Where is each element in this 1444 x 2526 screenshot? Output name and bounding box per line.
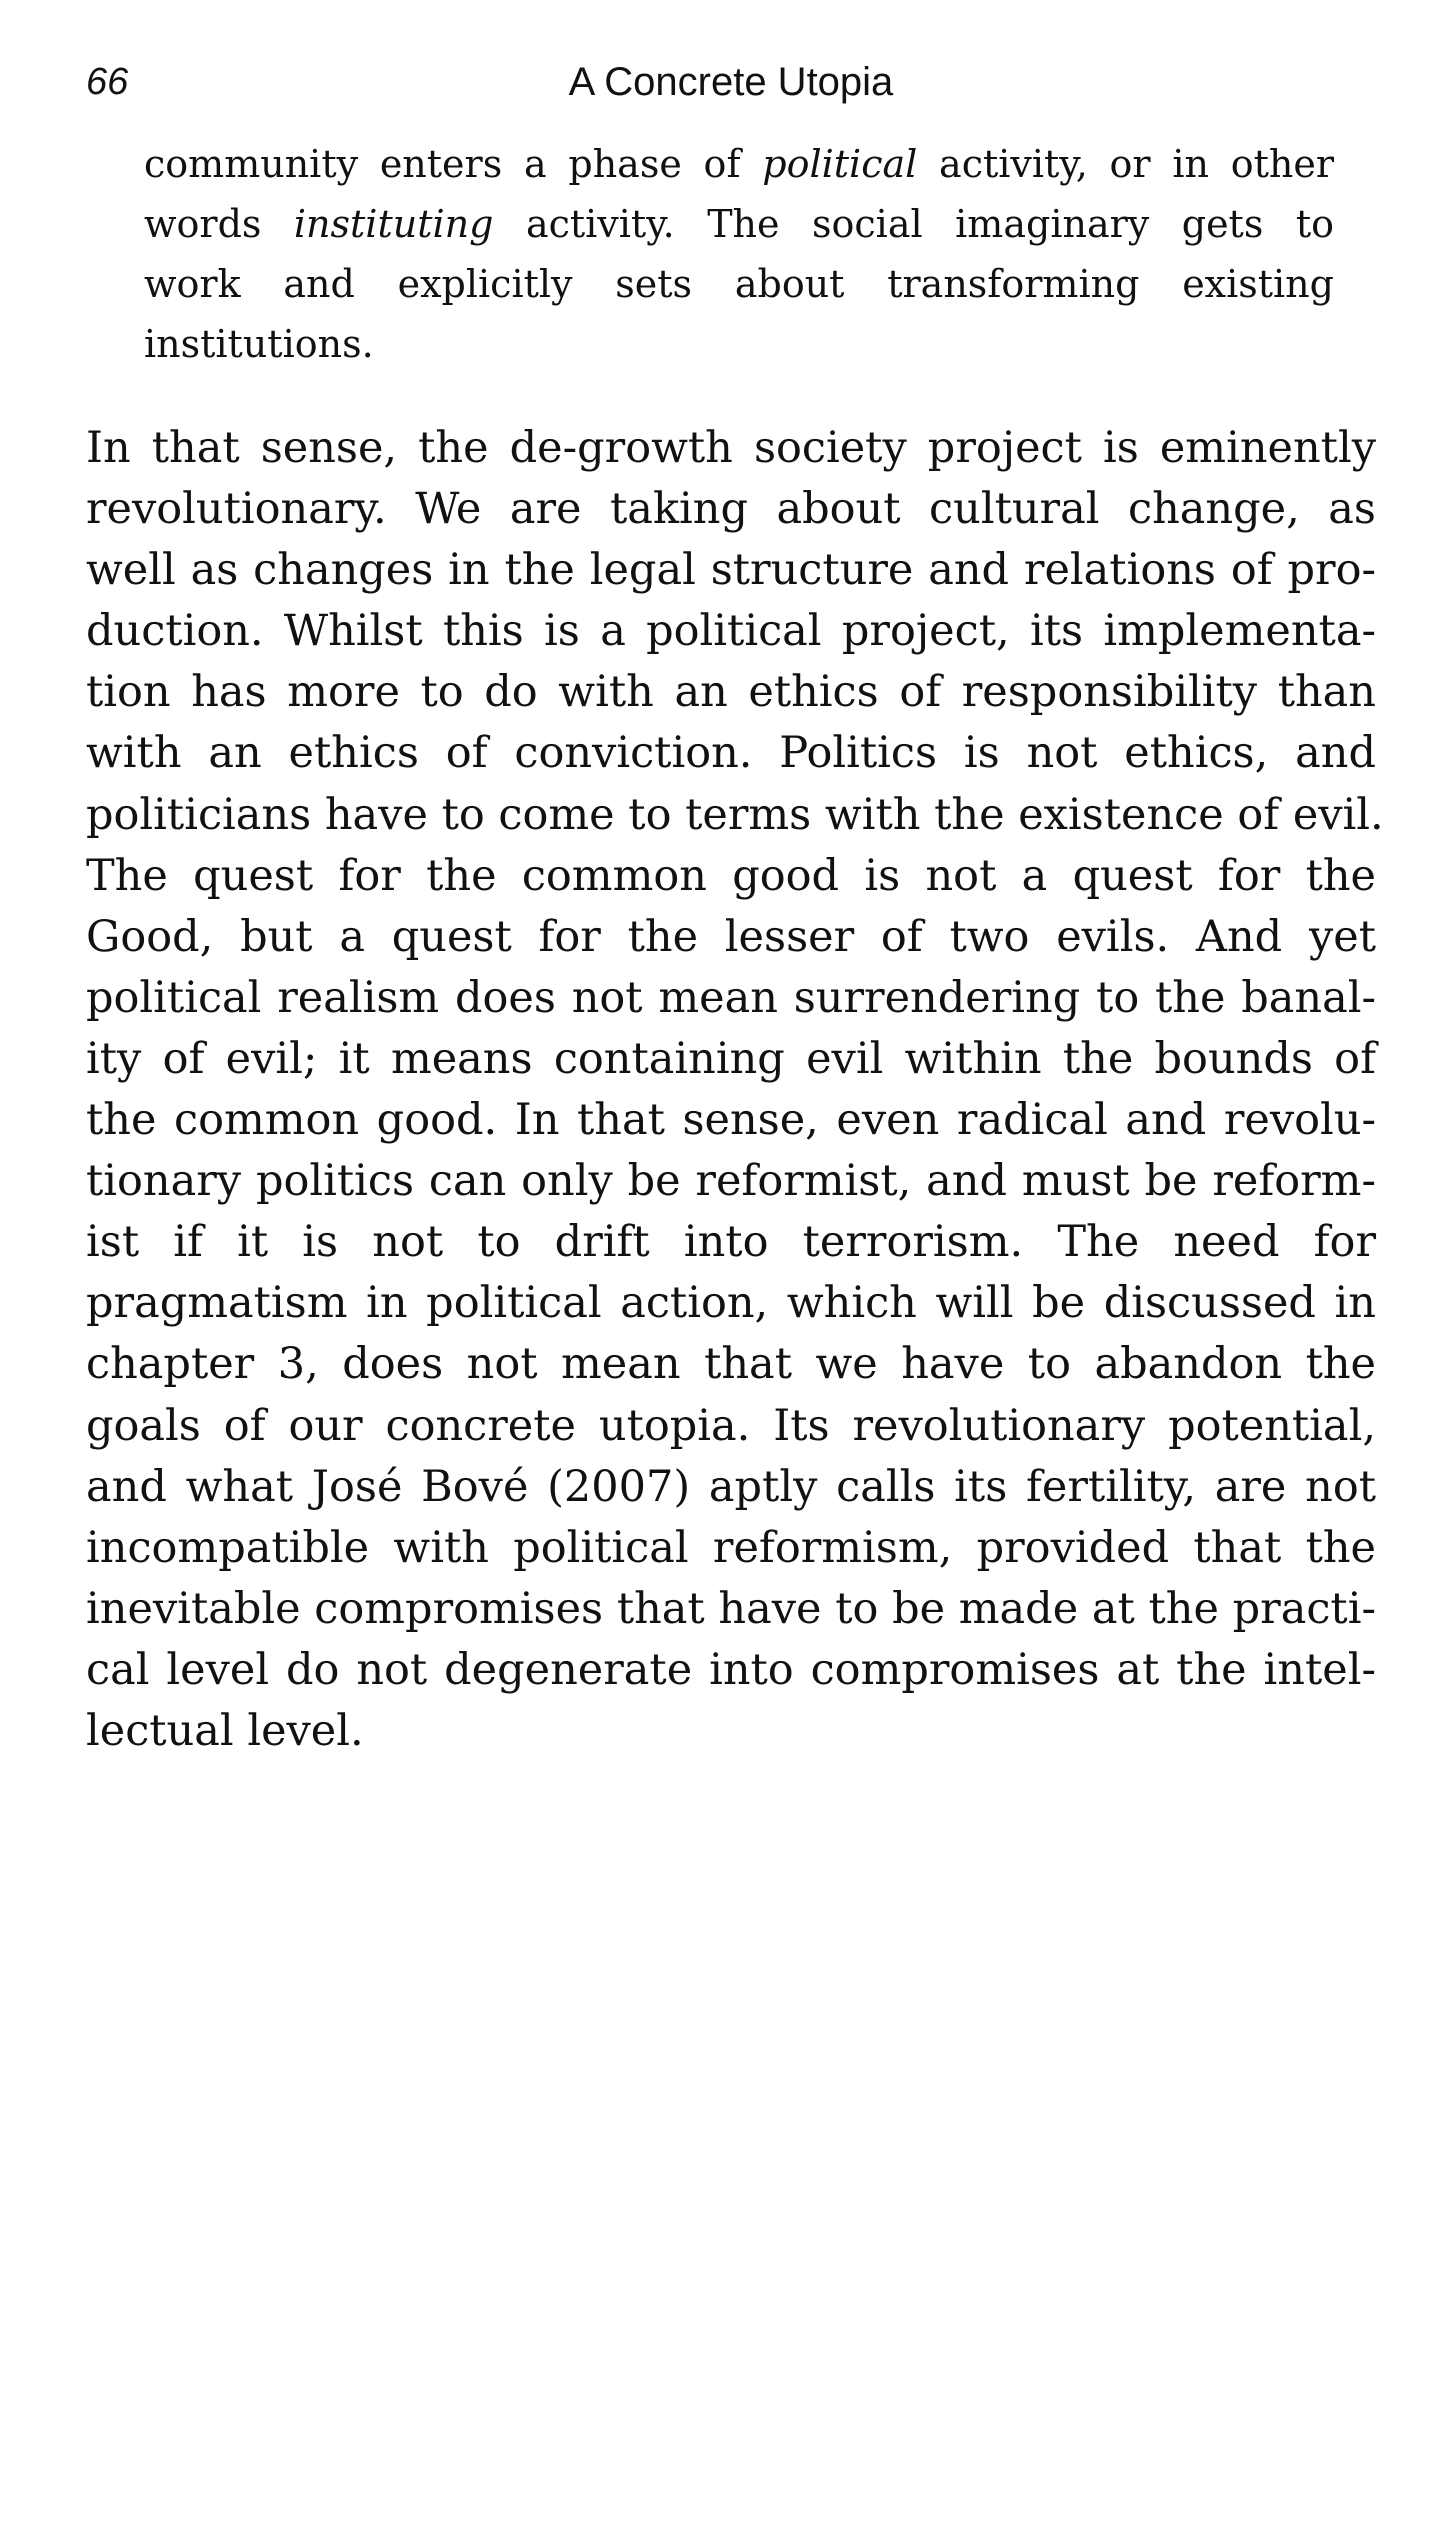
page-number: 66 [86, 61, 129, 103]
paragraph-line: well as changes in the legal structure and relations of pro- [86, 545, 1376, 596]
paragraph-line: The quest for the common good is not a quest for the [86, 850, 1376, 901]
paragraph-line: the common good. In that sense, even radical and revolu- [86, 1095, 1376, 1146]
block-quote [144, 134, 1334, 374]
paragraph-line: revolutionary. We are taking about cultural change, as [86, 484, 1376, 535]
paragraph-line: cal level do not degenerate into compromises at the intel- [86, 1644, 1376, 1695]
quote-line: community enters a phase of political activity, or in other [144, 142, 1335, 186]
paragraph-line: and what José Bové (2007) aptly calls its fertility, are not [86, 1461, 1376, 1512]
paragraph-line: Good, but a quest for the lesser of two evils. And yet [86, 911, 1376, 962]
paragraph-line: lectual level. [86, 1705, 364, 1756]
quote-line: institutions. [144, 322, 374, 366]
paragraph-line: goals of our concrete utopia. Its revolutionary potential, [86, 1400, 1376, 1451]
paragraph-line: duction. Whilst this is a political project, its implementa- [86, 606, 1376, 657]
paragraph-line: In that sense, the de-growth society project is eminently [86, 423, 1376, 473]
paragraph-line: incompatible with political reformism, provided that the [86, 1522, 1376, 1573]
paragraph-line: ity of evil; it means containing evil within the bounds of [86, 1033, 1376, 1084]
body-paragraph [86, 418, 1384, 1762]
paragraph-line: pragmatism in political action, which will be discussed in [86, 1278, 1376, 1329]
quote-line: words instituting activity. The social imaginary gets to [144, 202, 1334, 246]
paragraph-line: tion has more to do with an ethics of responsibility than [86, 667, 1376, 718]
paragraph-line: with an ethics of conviction. Politics is not ethics, and [86, 728, 1376, 779]
quote-line: work and explicitly sets about transforming existing [144, 262, 1334, 306]
running-head [86, 52, 1376, 112]
paragraph-line: tionary politics can only be reformist, and must be reform- [86, 1156, 1376, 1207]
paragraph-line: inevitable compromises that have to be made at the practi- [86, 1583, 1376, 1634]
italic-term: political [762, 142, 918, 186]
paragraph-line: political realism does not mean surrendering to the banal- [86, 972, 1376, 1023]
paragraph-line: chapter 3, does not mean that we have to abandon the [86, 1339, 1376, 1390]
running-title: A Concrete Utopia [568, 60, 894, 104]
italic-term: instituting [293, 202, 494, 246]
paragraph-line: politicians have to come to terms with the existence of evil. [86, 789, 1384, 840]
paragraph-line: ist if it is not to drift into terrorism. The need for [86, 1217, 1376, 1268]
